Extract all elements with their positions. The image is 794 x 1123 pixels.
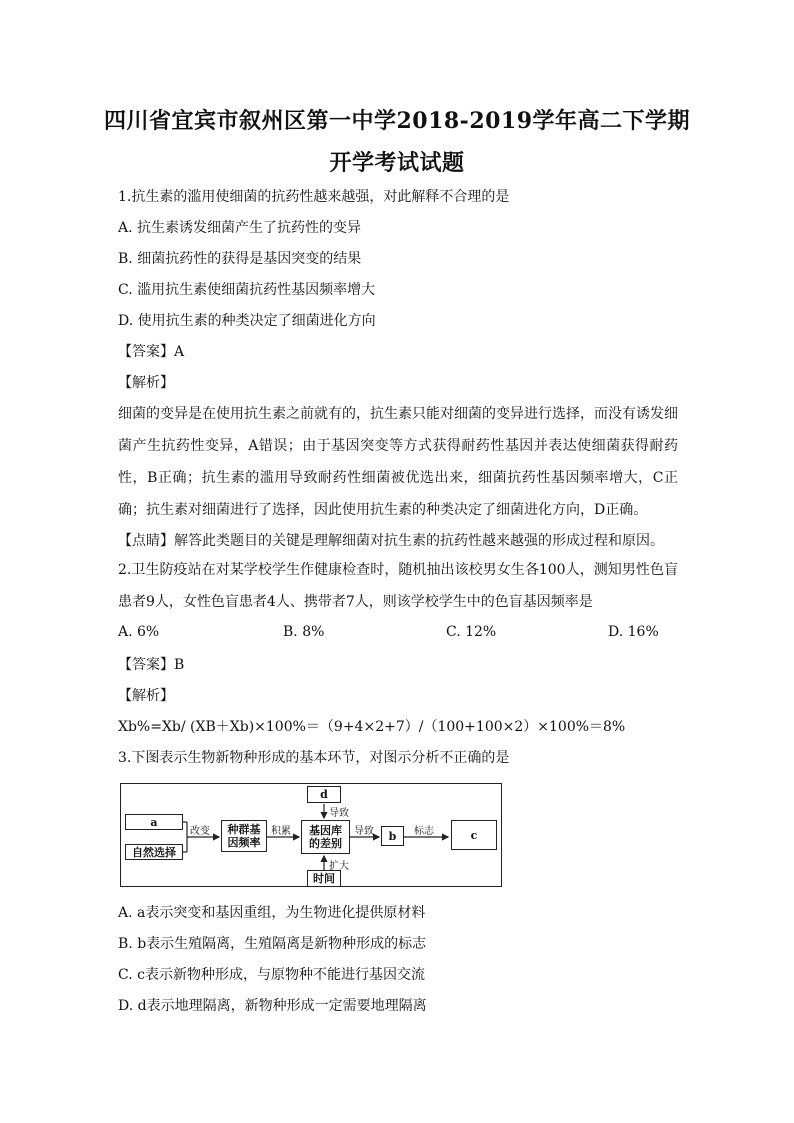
document-title-line-1: 四川省宜宾市叙州区第一中学2018-2019学年高二下学期: [103, 108, 691, 134]
speciation-diagram: [120, 783, 502, 887]
q2-stem: 2.卫生防疫站在对某学校学生作健康检查时，随机抽出该校男女生各100人，测知男性色盲患者9人，女性色盲患者4人、携带者7人，则该学校学生中的色盲基因频率是: [118, 562, 678, 610]
box-c: c: [451, 820, 497, 850]
box-d: d: [307, 786, 341, 803]
q1-stem: 1.抗生素的滥用使细菌的抗药性越来越强，对此解释不合理的是: [118, 189, 510, 205]
q1-option-a: A. 抗生素诱发细菌产生了抗药性的变异: [118, 220, 362, 236]
q3-option-d: D. d表示地理隔离，新物种形成一定需要地理隔离: [118, 998, 427, 1014]
box-gene-pool-difference: 基因库 的差别: [301, 820, 350, 854]
q2-option-c: C. 12%: [446, 624, 497, 640]
q2-option-a: A. 6%: [118, 624, 160, 640]
label-change: 改变: [190, 826, 210, 837]
box-time: 时间: [307, 870, 341, 887]
q1-option-d: D. 使用抗生素的种类决定了细菌进化方向: [118, 313, 376, 329]
box-a: a: [125, 814, 183, 830]
q1-tip: 【点睛】解答此类题目的关键是理解细菌对抗生素的抗药性越来越强的形成过程和原因。: [118, 533, 664, 549]
q2-analysis-label: 【解析】: [118, 688, 174, 704]
q2-answer: 【答案】B: [118, 657, 185, 673]
q2-option-d: D. 16%: [608, 624, 659, 640]
q1-analysis-text: 细菌的变异是在使用抗生素之前就有的，抗生素只能对细菌的变异进行选择，而没有诱发细菌产生抗药性变异，A错误；由于基因突变等方式获得耐药性基因并表达使细菌获得耐药性，B正确；抗生素的滥用导致耐药性细菌被优选出来，细菌抗药性基因频率增大，C正确；抗生素对细菌进行了选择，因此使用抗生素的种类决定了细菌进化方向，D正确。: [118, 406, 678, 518]
q1-answer: 【答案】A: [118, 344, 185, 360]
box-gene-frequency: 种群基 因频率: [221, 820, 267, 852]
label-mark: 标志: [414, 826, 434, 837]
q3-option-a: A. a表示突变和基因重组，为生物进化提供原材料: [118, 905, 426, 921]
label-expand: 扩大: [329, 861, 349, 872]
label-lead-b: 导致: [354, 826, 374, 837]
label-accumulate: 积累: [271, 826, 291, 837]
q3-option-b: B. b表示生殖隔离，生殖隔离是新物种形成的标志: [118, 936, 427, 952]
q1-option-b: B. 细菌抗药性的获得是基因突变的结果: [118, 251, 362, 267]
q1-option-c: C. 滥用抗生素使细菌抗药性基因频率增大: [118, 282, 376, 298]
q1-analysis-label: 【解析】: [118, 375, 174, 391]
q2-option-b: B. 8%: [283, 624, 325, 640]
box-natural-selection: 自然选择: [125, 844, 183, 860]
label-lead-d: 导致: [329, 808, 349, 819]
q3-stem: 3.下图表示生物新物种形成的基本环节，对图示分析不正确的是: [118, 750, 510, 766]
box-b: b: [381, 826, 404, 846]
q3-option-c: C. c表示新物种形成，与原物种不能进行基因交流: [118, 967, 425, 983]
document-title-line-2: 开学考试试题: [329, 150, 465, 176]
q2-formula: Xb%=Xb/ (XB＋Xb)×100%＝（9+4×2+7）/（100+100×2）×100%＝8%: [118, 719, 626, 735]
